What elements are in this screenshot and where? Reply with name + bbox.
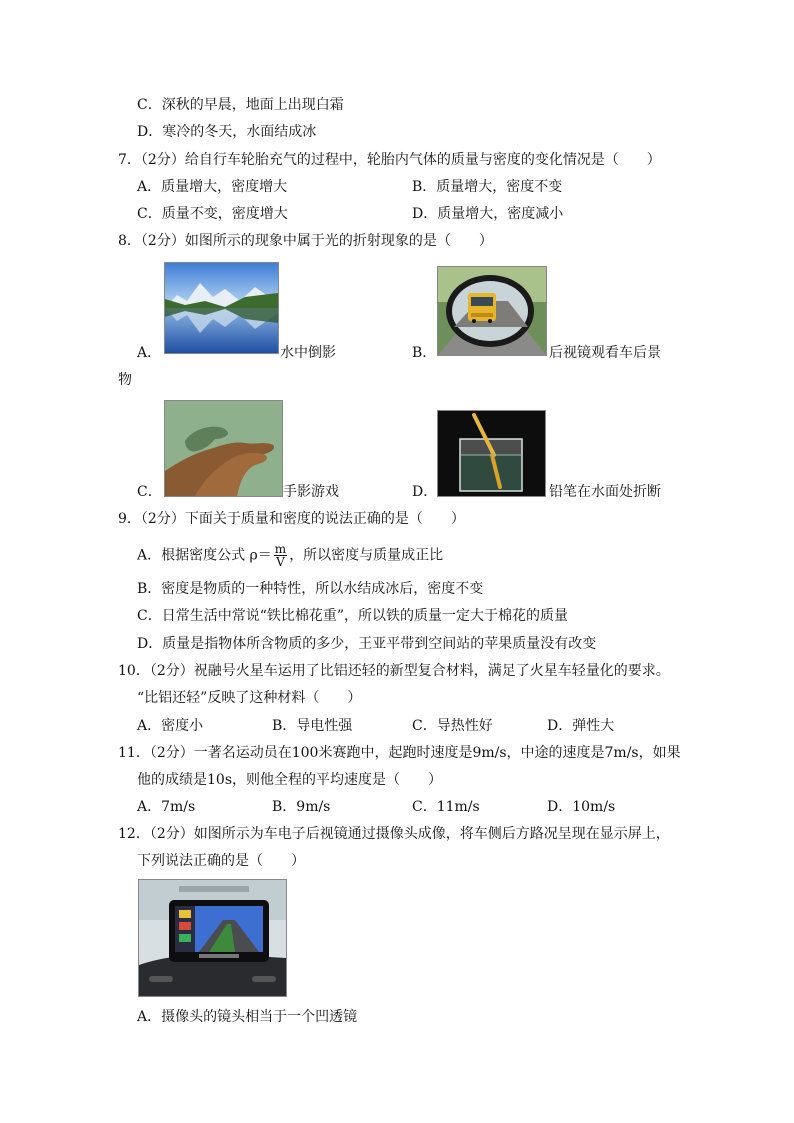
q11-option-a: A．7m/s — [137, 799, 196, 815]
q6-option-d: D．寒冷的冬天，水面结成冰 — [137, 124, 317, 140]
q8-option-c-letter: C． — [137, 484, 162, 500]
q11-stem-line2: 他的成绩是10s，则他全程的平均速度是（ ） — [137, 772, 442, 788]
q8-option-d-caption: 铅笔在水面处折断 — [549, 484, 661, 500]
lake-reflection-image — [164, 262, 279, 354]
q7-option-b: B．质量增大，密度不变 — [412, 179, 563, 195]
q10-stem-line2: “比铝还轻”反映了这种材料（ ） — [137, 690, 362, 706]
q12-option-a: A．摄像头的镜头相当于一个凹透镜 — [137, 1009, 358, 1025]
q7-option-d: D．质量增大，密度减小 — [412, 206, 564, 222]
q8-option-c-caption: 手影游戏 — [283, 484, 339, 500]
q11-option-b: B．9m/s — [272, 799, 331, 815]
q8-option-b-caption-wrap: 物 — [118, 372, 132, 388]
q9-option-b: B．密度是物质的一种特性，所以水结成冰后，密度不变 — [137, 581, 484, 597]
q11-stem-line1: 11．（2分）一著名运动员在100米赛跑中，起跑时速度是9m/s，中途的速度是7m/s，如果 — [118, 745, 681, 761]
q12-stem-line1: 12．（2分）如图所示为车电子后视镜通过摄像头成像，将车侧后方路况呈现在显示屏上， — [118, 826, 670, 842]
hand-shadow-image — [164, 400, 283, 497]
q9-stem: 9．（2分）下面关于质量和密度的说法正确的是（ ） — [118, 511, 465, 527]
q10-option-a: A．密度小 — [137, 718, 204, 734]
q7-option-c: C．质量不变，密度增大 — [137, 206, 288, 222]
q10-stem-line1: 10．（2分）祝融号火星车运用了比铝还轻的新型复合材料，满足了火星车轻量化的要求。 — [118, 663, 670, 679]
q8-option-b-caption: 后视镜观看车后景 — [549, 345, 661, 361]
q10-option-b: B．导电性强 — [272, 718, 353, 734]
q8-stem: 8．（2分）如图所示的现象中属于光的折射现象的是（ ） — [118, 233, 493, 249]
q8-option-a-caption: 水中倒影 — [280, 345, 336, 361]
q11-option-c: C．11m/s — [412, 799, 480, 815]
q7-option-a: A．质量增大，密度增大 — [137, 179, 288, 195]
q11-option-d: D．10m/s — [547, 799, 616, 815]
car-electronic-rearview-image — [138, 879, 287, 997]
q9-option-d: D．质量是指物体所含物质的多少，王亚平带到空间站的苹果质量没有改变 — [137, 636, 597, 652]
pencil-in-water-image — [437, 410, 546, 497]
density-formula-fraction — [274, 543, 287, 568]
fraction-denominator: V — [276, 555, 285, 569]
q7-stem: 7．（2分）给自行车轮胎充气的过程中，轮胎内气体的质量与密度的变化情况是（ ） — [118, 152, 661, 168]
q9-option-a — [137, 543, 443, 567]
rearview-mirror-image — [437, 266, 547, 356]
q6-option-c: C．深秋的早晨，地面上出现白霜 — [137, 97, 344, 113]
q10-option-c: C．导热性好 — [412, 718, 493, 734]
q8-option-b-letter: B． — [412, 345, 437, 361]
q12-stem-line2: 下列说法正确的是（ ） — [137, 853, 305, 869]
q9-option-a-before: A．根据密度公式 ρ＝ — [137, 547, 272, 564]
fraction-numerator: m — [274, 542, 287, 556]
q10-option-d: D．弹性大 — [547, 718, 615, 734]
q8-option-d-letter: D． — [412, 484, 438, 500]
q9-option-a-after: ，所以密度与质量成正比 — [289, 547, 444, 564]
q9-option-c: C．日常生活中常说“铁比棉花重”，所以铁的质量一定大于棉花的质量 — [137, 608, 569, 624]
q8-option-a-letter: A． — [137, 345, 162, 361]
